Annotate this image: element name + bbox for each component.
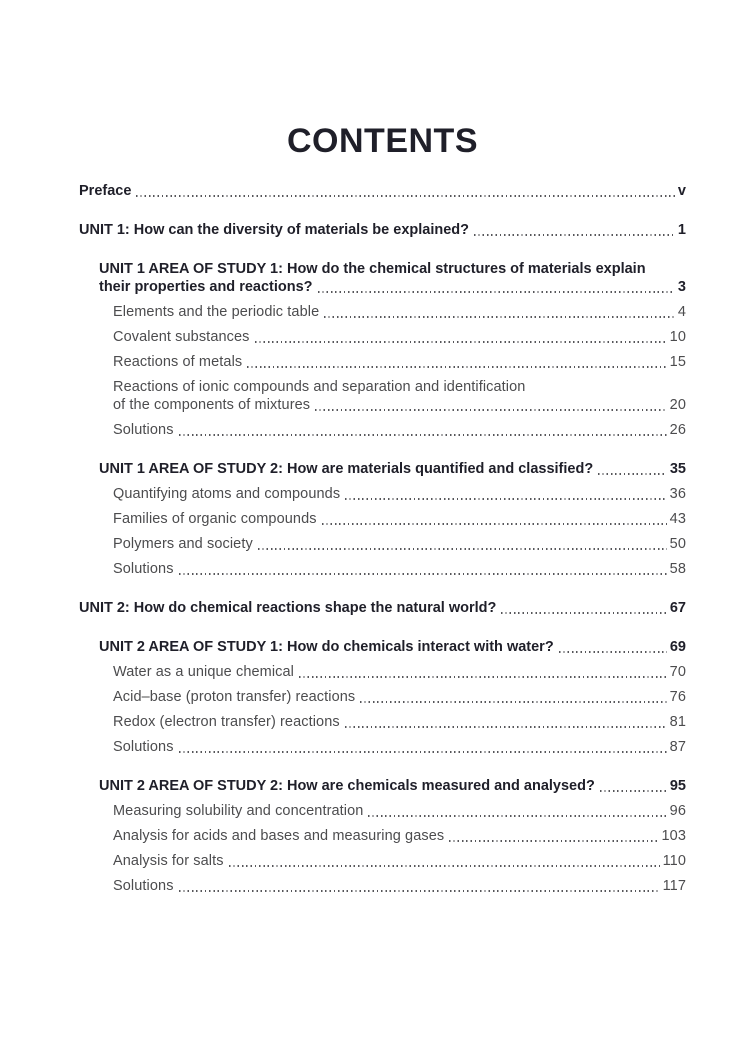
dot-leader bbox=[229, 865, 660, 867]
toc-entry-row bbox=[79, 221, 686, 239]
toc-entry bbox=[79, 328, 686, 346]
toc-entry-row bbox=[113, 713, 686, 731]
dot-leader bbox=[449, 840, 658, 842]
dot-leader bbox=[136, 195, 675, 197]
toc-entry-row bbox=[113, 328, 686, 346]
toc-page-number: 4 bbox=[677, 304, 686, 320]
toc-entry-label: UNIT 1: How can the diversity of materials be explained? bbox=[79, 222, 469, 238]
toc-page-number: 95 bbox=[669, 778, 686, 794]
toc-page-number: 20 bbox=[669, 397, 686, 413]
toc-entry-row bbox=[99, 638, 686, 656]
toc-entry-row bbox=[79, 182, 686, 200]
toc-page-number: 70 bbox=[669, 664, 686, 680]
toc-entry bbox=[79, 777, 686, 795]
dot-leader bbox=[318, 291, 675, 293]
toc-entry bbox=[79, 688, 686, 706]
toc-entry-row bbox=[79, 599, 686, 617]
toc-entry-row bbox=[113, 663, 686, 681]
toc-page-number: 1 bbox=[677, 222, 686, 238]
toc-page-number: 87 bbox=[669, 739, 686, 755]
toc-entry-row bbox=[113, 535, 686, 553]
dot-leader bbox=[315, 409, 667, 411]
toc-entry bbox=[79, 421, 686, 439]
dot-leader bbox=[501, 612, 667, 614]
toc-entry-label: UNIT 2 AREA OF STUDY 1: How do chemicals interact with water? bbox=[99, 639, 554, 655]
toc-entry-row bbox=[113, 396, 686, 414]
toc-entry bbox=[79, 599, 686, 617]
toc-page-number: 103 bbox=[661, 828, 686, 844]
toc-entry-label: Analysis for acids and bases and measuring gases bbox=[113, 828, 445, 844]
toc-entry-label: Redox (electron transfer) reactions bbox=[113, 714, 340, 730]
toc-entry-row bbox=[113, 802, 686, 820]
dot-leader bbox=[179, 890, 660, 892]
dot-leader bbox=[345, 498, 666, 500]
dot-leader bbox=[179, 434, 667, 436]
toc-page-number: 117 bbox=[662, 878, 686, 894]
toc-entry bbox=[79, 510, 686, 528]
toc-entry-row bbox=[113, 827, 686, 845]
contents-title: CONTENTS bbox=[287, 122, 478, 160]
toc-page-number: 10 bbox=[669, 329, 686, 345]
toc-entry bbox=[79, 353, 686, 371]
toc-entry-label: Preface bbox=[79, 183, 132, 199]
toc-entry-label: UNIT 2: How do chemical reactions shape the natural world? bbox=[79, 600, 497, 616]
dot-leader bbox=[474, 234, 675, 236]
toc-entry-label: Solutions bbox=[113, 422, 174, 438]
toc-entry-label: Solutions bbox=[113, 739, 174, 755]
toc-entry-label: Families of organic compounds bbox=[113, 511, 317, 527]
toc-entry-row bbox=[113, 877, 686, 895]
dot-leader bbox=[299, 676, 667, 678]
toc-entry-row bbox=[113, 485, 686, 503]
toc-entry-row bbox=[113, 852, 686, 870]
toc-entry bbox=[79, 303, 686, 321]
toc-entry-label: Covalent substances bbox=[113, 329, 250, 345]
dot-leader bbox=[598, 473, 667, 475]
toc-page-number: 50 bbox=[669, 536, 686, 552]
toc-entry-row bbox=[113, 738, 686, 756]
toc-entry-label: Solutions bbox=[113, 878, 174, 894]
dot-leader bbox=[179, 573, 667, 575]
toc-entry-row bbox=[113, 353, 686, 371]
dot-leader bbox=[324, 316, 675, 318]
toc-entry-row bbox=[99, 460, 686, 478]
toc-entry-label: their properties and reactions? bbox=[99, 279, 313, 295]
toc-entry bbox=[79, 460, 686, 478]
toc-entry bbox=[79, 827, 686, 845]
toc-entry-label: Polymers and society bbox=[113, 536, 253, 552]
toc-entry-row bbox=[113, 688, 686, 706]
toc-entry-row bbox=[113, 303, 686, 321]
toc-page-number: 26 bbox=[669, 422, 686, 438]
dot-leader bbox=[600, 790, 667, 792]
toc-entry-label: UNIT 2 AREA OF STUDY 2: How are chemicals measured and analysed? bbox=[99, 778, 595, 794]
toc-entry-label: Water as a unique chemical bbox=[113, 664, 294, 680]
dot-leader bbox=[368, 815, 666, 817]
toc-page-number: 43 bbox=[669, 511, 686, 527]
toc-entry bbox=[79, 485, 686, 503]
toc-entry bbox=[79, 221, 686, 239]
toc-page-number: 76 bbox=[669, 689, 686, 705]
toc-entry-label: Solutions bbox=[113, 561, 174, 577]
toc-entry bbox=[79, 713, 686, 731]
dot-leader bbox=[345, 726, 667, 728]
toc-page-number: 36 bbox=[669, 486, 686, 502]
toc-page-number: 58 bbox=[669, 561, 686, 577]
toc-entry bbox=[79, 877, 686, 895]
toc-entry-row bbox=[99, 777, 686, 795]
toc-page-number: 81 bbox=[669, 714, 686, 730]
toc-entry-row bbox=[99, 278, 686, 296]
toc-entry bbox=[79, 638, 686, 656]
toc-entry bbox=[79, 378, 686, 414]
toc-page-number: 15 bbox=[669, 354, 686, 370]
dot-leader bbox=[360, 701, 666, 703]
toc-entry-label: Analysis for salts bbox=[113, 853, 224, 869]
toc-entry-row bbox=[113, 421, 686, 439]
dot-leader bbox=[559, 651, 667, 653]
toc-page-number: 35 bbox=[669, 461, 686, 477]
dot-leader bbox=[255, 341, 667, 343]
toc-entry-continuation: UNIT 1 AREA OF STUDY 1: How do the chemical structures of materials explain bbox=[99, 261, 646, 277]
toc-entry-row bbox=[113, 560, 686, 578]
toc-entry-continuation: Reactions of ionic compounds and separation and identification bbox=[113, 379, 526, 395]
toc-entry-label: Measuring solubility and concentration bbox=[113, 803, 364, 819]
toc-page-number: 96 bbox=[669, 803, 686, 819]
toc-page-number: 69 bbox=[669, 639, 686, 655]
toc-entry bbox=[79, 535, 686, 553]
toc-entry bbox=[79, 802, 686, 820]
toc-entry-label: UNIT 1 AREA OF STUDY 2: How are materials quantified and classified? bbox=[99, 461, 594, 477]
toc-entry bbox=[79, 560, 686, 578]
toc-entry-row bbox=[113, 510, 686, 528]
toc-entry-label: Acid–base (proton transfer) reactions bbox=[113, 689, 356, 705]
dot-leader bbox=[179, 751, 667, 753]
toc-entry bbox=[79, 852, 686, 870]
toc-entry bbox=[79, 182, 686, 200]
toc-entry bbox=[79, 738, 686, 756]
toc-list bbox=[79, 182, 686, 895]
toc-entry bbox=[79, 260, 686, 296]
toc-page-number: 110 bbox=[662, 853, 686, 869]
toc-entry-label: Reactions of metals bbox=[113, 354, 243, 370]
toc-entry-label: of the components of mixtures bbox=[113, 397, 311, 413]
toc-page-number: 67 bbox=[669, 600, 686, 616]
toc-entry bbox=[79, 663, 686, 681]
dot-leader bbox=[258, 548, 667, 550]
toc-page-number: 3 bbox=[677, 279, 686, 295]
toc-page-number: v bbox=[677, 183, 686, 199]
toc-entry-label: Quantifying atoms and compounds bbox=[113, 486, 341, 502]
dot-leader bbox=[322, 523, 667, 525]
toc-entry-label: Elements and the periodic table bbox=[113, 304, 320, 320]
dot-leader bbox=[247, 366, 666, 368]
